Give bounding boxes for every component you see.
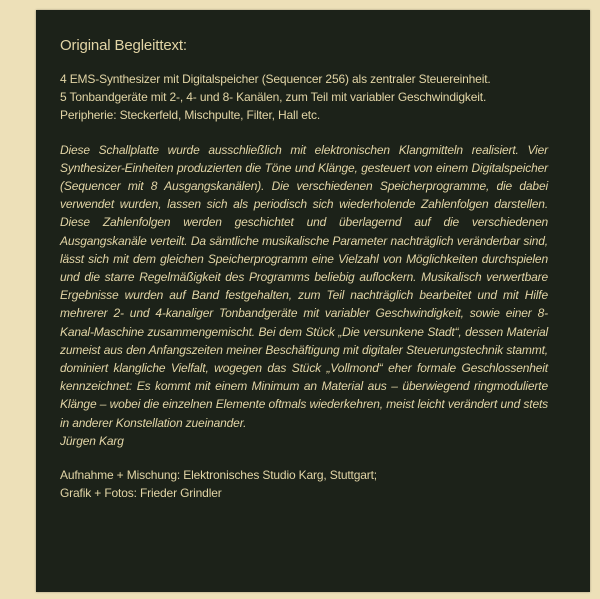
equipment-line-peripherals: Peripherie: Steckerfeld, Mischpulte, Filter, Hall etc. — [60, 108, 321, 123]
credit-recording: Aufnahme + Mischung: Elektronisches Studio Karg, Stuttgart; — [60, 468, 377, 483]
author-signature: Jürgen Karg — [60, 433, 124, 448]
liner-notes-text — [60, 36, 548, 502]
equipment-list — [60, 70, 548, 125]
liner-notes-panel — [36, 10, 590, 592]
equipment-line-synthesizer: 4 EMS-Synthesizer mit Digitalspeicher (Sequencer 256) als zentraler Steuereinheit. — [60, 72, 491, 86]
heading: Original Begleittext: — [60, 37, 187, 54]
description-block — [60, 141, 548, 450]
description-paragraph: Diese Schallplatte wurde ausschließlich mit elektronischen Klangmitteln realisiert. Vier Synthesizer-Einheiten produzierten die Töne und Klänge, gesteuert von einem Digitalspeicher (Sequencer mit 8 Ausgangskanälen). Die verschiedenen Speicherprogramme, die dabei verwendet wurden, lassen sich als periodisch sich wiederholende Zahlenfolgen darstellen. Diese Zahlenfolgen werden geschichtet und überlagernd auf die verschiedenen Ausgangskanäle verteilt. Da sämtliche musikalische Parameter nachträglich veränderbar sind, lässt sich mit dem gleichen Speicherprogramm eine Vielzahl von Möglichkeiten durchspielen und die starre Regelmäßigkeit des Programms beliebig auflockern. Musikalisch verwertbare Ergebnisse wurden auf Band festgehalten, zum Teil nachträglich bearbeitet und mit Hilfe mehrerer 2- und 4-kanaliger Tonbandgeräte mit variabler Geschwindigkeit, sowie einer 8-Kanal-Maschine zusammengemischt. Bei dem Stück „Die versunkene Stadt“, dessen Material zumeist aus den Anfangszeiten meiner Beschäftigung mit digitaler Steuerungstechnik stammt, dominiert klangliche Vielfalt, wogegen das Stück „Vollmond“ eher formale Geschlossenheit kennzeichnet: Es kommt mit einem Minimum an Material aus – überwiegend ringmodulierte Klänge – wobei die einzelnen Elemente oftmals wiederkehren, meist leicht verändert und stets in anderer Konstellation zueinander. — [60, 142, 548, 430]
equipment-line-tape-machines: 5 Tonbandgeräte mit 2-, 4- und 8- Kanälen, zum Teil mit variabler Geschwindigkeit. — [60, 90, 487, 105]
credit-artwork: Grafik + Fotos: Frieder Grindler — [60, 486, 222, 501]
credits — [60, 466, 548, 502]
